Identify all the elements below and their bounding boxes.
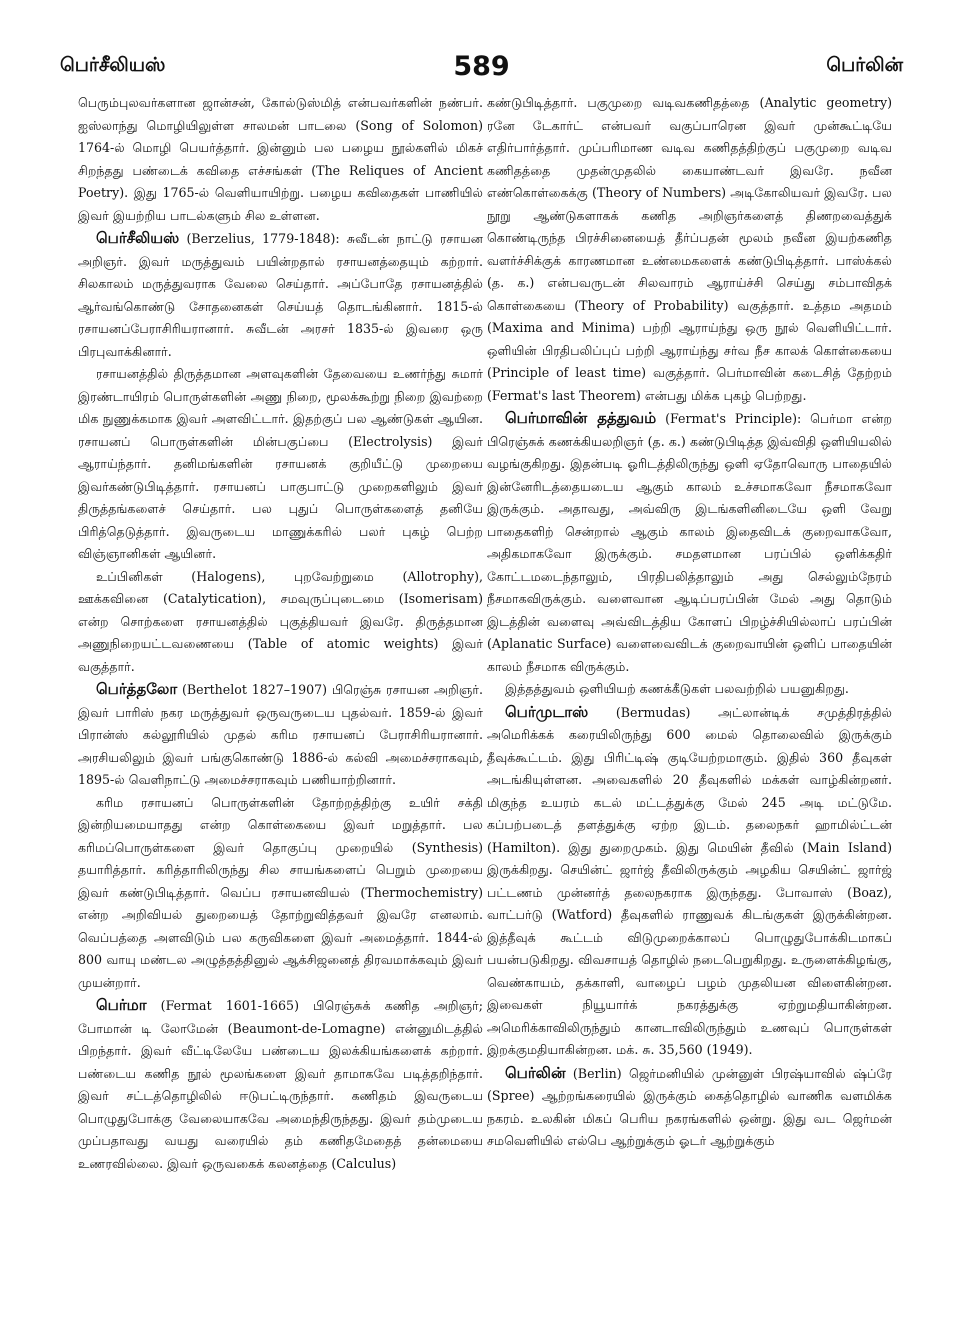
page-number: 589: [453, 50, 510, 82]
entry-text: (Berlin) ஜெர்மனியில் முன்னுள் பிரஷ்யாவில் ஷ்ப்ரே (Spree) ஆற்றங்கரையில் இருக்கும் கைத்தொழில் வாணிக வளமிக்க நகரம். உலகின் மிகப் பெரிய நகரங்களில் ஒன்று. இது வட ஜெர்மன் சமவெளியில் எல்பெ ஆற்றுக்கும் ஓடர் ஆற்றுக்கும்: [487, 1065, 892, 1148]
entry-berlin: [487, 1062, 892, 1153]
entry-text: (Bermudas) அட்லான்டிக் சமுத்திரத்தில் அமெரிக்கக் கரையிலிருந்து 600 மைல் தொலைவில் இருக்கும் தீவுக்கூட்டம். இது பிரிட்டிஷ் குடியேற்றமாகும். இதில் 360 தீவுகள் அடங்கியுள்ளன. அவைகளில் 20 தீவுகளில் மக்கள் வாழ்கின்றனர். மிகுந்த உயரம் கடல் மட்டத்துக்கு மேல் 245 அடி மட்டுமே. கப்பற்படைத் தளத்துக்கு ஏற்ற இடம். தலைநகர் ஹாமில்ட்டன் (Hamilton). இது துறைமுகம். இது மெயின் தீவில் (Main Island) இருக்கிறது. செயின்ட் ஜார்ஜ் தீவிலிருக்கும் அழகிய செயின்ட் ஜார்ஜ் பட்டணம் முன்னர்த் தலைநகராக இருந்தது. போவாஸ் (Boaz), வாட்பர்டு (Watford) தீவுகளில் ராணுவக் கிடங்குகள் இருக்கின்றன. இத்தீவுக் கூட்டம் விடுமுறைக்காலப் பொழுதுபோக்கிடமாகப் பயன்படுகிறது. விவசாயத் தொழில் நடைபெறுகிறது. உருளைக்கிழங்கு, வெண்காயம், தக்காளி, வாழைப் பழம் முதலியன விளைகின்றன. இவைகள் நியூயார்க் நகரத்துக்கு ஏற்றுமதியாகின்றன. அமெரிக்காவிலிருந்தும் கானடாவிலிருந்தும் உணவுப் பொருள்கள் இறக்குமதியாகின்றன. மக். சு. 35,560 (1949).: [487, 704, 892, 1057]
paragraph: ரசாயனத்தில் திருத்தமான அளவுகளின் தேவையை உணர்ந்து சுமார் இரண்டாயிரம் பொருள்களின் அணு நிறை, மூலக்கூற்று நிறை இவற்றை மிக நுணுக்கமாக இவர் அளவிட்டார். இதற்குப் பல ஆண்டுகள் ஆயின. ரசாயனப் பொருள்களின் மின்பகுப்பை (Electrolysis) இவர் ஆராய்ந்தார். தனிமங்களின் ரசாயனக் குறியீட்டு முறையை இவர்கண்டுபிடித்தார். ரசாயனப் பாகுபாட்டு முறைகளிலும் இவர் திருத்தங்களைச் செய்தார். பல புதுப் பொருள்களைத் தனியே பிரித்தெடுத்தார். இவருடைய மாணுக்கரில் பலர் புகழ் பெற்ற விஞ்ஞானிகள் ஆயினர்.: [78, 366, 483, 561]
paragraph: கண்டுபிடித்தார். பகுமுறை வடிவகணிதத்தை (Analytic geometry) ரனே டேகார்ட் என்பவர் வகுப்பாரென இவர் முன்கூட்டியே எதிர்பார்த்தார். முப்பரிமாண வடிவ கணிதத்திற்குப் பகுமுறை வடிவ கணிதத்தை முதன்முதலில் கையாண்டவர் இவரே. நவீன எண்கொள்கைக்கு (Theory of Numbers) அடிகோலியவர் இவரே. பல நூறு ஆண்டுகளாகக் கணித அறிஞர்களைத் திணறவைத்துக் கொண்டிருந்த பிரச்சினையைத் தீர்ப்பதன் மூலம் நவீன இயற்கணித வளர்ச்சிக்குக் காரணமான உண்மைகளைக் கண்டுபிடித்தார். பாஸ்க்கல் (த. க.) என்பவருடன் சிலவாரம் ஆராய்ச்சி செய்து சம்பாவிதக் கொள்கையை (Theory of Probability) வகுத்தார். உத்தம அதமம் (Maxima and Minima) பற்றி ஆராய்ந்து ஒரு நூல் வெளியிட்டார். ஒளியின் பிரதிபலிப்புப் பற்றி ஆராய்ந்து சர்வ நீச காலக் கொள்கையை (Principle of least time) வகுத்தார். பெர்மாவின் கடைசித் தேற்றம் (Fermat's last Theorem) என்பது மிக்க புகழ் பெற்றது.: [487, 95, 892, 403]
paragraph: உப்பினிகள் (Halogens), புறவேற்றுமை (Allotrophy), ஊக்கவினை (Catalytication), சமவுருப்புடைமை (Isomerisam) என்ற சொற்களை ரசாயனத்தில் புகுத்தியவர் இவரே. திருத்தமான அணுநிறையட்டவணையை (Table of atomic weights) இவர் வகுத்தார்.: [78, 568, 483, 674]
right-column: [487, 92, 892, 1292]
running-head-right: பெர்லின்: [826, 53, 903, 76]
paragraph: கரிம ரசாயனப் பொருள்களின் தோற்றத்திற்கு உயிர் சக்தி இன்றியமையாதது என்ற கொள்கையை இவர் மறுத்தார். பல கரிமப்பொருள்களை இவர் தொகுப்பு முறையில் (Synthesis) தயாரித்தார். கரித்தாரிலிருந்து சில சாயங்களைப் பெறும் முறையை இவர் கண்டுபிடித்தார். வெப்ப ரசாயனவியல் (Thermochemistry) என்ற அறிவியல் துறையைத் தோற்றுவித்தவர் இவரே எனலாம். வெப்பத்தை அளவிடும் பல கருவிகளை இவர் அமைத்தார். 1844-ல் 800 வாயு மண்டல அழுத்தத்தினுல் ஆக்சிஜனைத் திரவமாக்கவும் இவர் முயன்றார்.: [78, 794, 483, 990]
entry-berzelius: [78, 227, 483, 363]
entry-bermudas: [487, 701, 892, 1062]
entry-text: (Fermat 1601-1665) பிரெஞ்சுக் கணித அறிஞர்; போமான் டி லோமேன் (Beaumont-de-Lomagne) என்னுமிடத்தில் பிறந்தார். இவர் வீட்டிலேயே பண்டைய இலக்கியங்களைக் கற்றார். பண்டைய கணித நூல் மூலங்களை இவர் தாமாகவே படித்தறிந்தார். இவர் சட்டத்தொழிலில் ஈடுபட்டிருந்தார். கணிதம் இவருடைய பொழுதுபோக்கு வேலையாகவே அமைந்திருந்தது. இவர் தம்முடைய முப்பதாவது வயது வரையில் தம் கணிதமேதைத் தன்மையை உணரவில்லை. இவர் ஒருவகைக் கலனத்தை (Calculus): [78, 998, 483, 1171]
headword: பெர்மாவின் தத்துவம்: [505, 409, 657, 427]
page-header: [60, 46, 903, 86]
entry-berthelot: [78, 678, 483, 792]
entry-fermat-principle: [487, 407, 892, 678]
paragraph: பெரும்புலவர்களான ஜான்சன், கோல்டுஸ்மித் என்பவர்களின் நண்பர். ஐஸ்லாந்து மொழியிலுள்ள சாலமன் பாடலை (Song of Solomon) 1764-ல் மொழி பெயர்த்தார். இன்னும் பல பழைய நூல்களில் மிகச் சிறந்தது பண்டைக் கவிதை எச்சங்கள் (The Reliques of Ancient Poetry). இது 1765-ல் வெளியாயிற்று. பழைய கவிதைகள் பாணியில் இவர் இயற்றிய பாடல்களும் சில உள்ளன.: [78, 95, 483, 223]
headword: பெர்மா: [96, 996, 147, 1014]
entry-text: (Berthelot 1827–1907) பிரெஞ்சு ரசாயன அறிஞர். இவர் பாரிஸ் நகர மருத்துவர் ஒருவருடைய புதல்வர். 1859-ல் இவர் பிரான்ஸ் கல்லூரியில் முதல் கரிம ரசாயனப் பேராசிரியரானார். அரசியலிலும் இவர் பங்குகொண்டு 1886-ல் கல்வி அமைச்சராகவும், 1895-ல் வெளிநாட்டு அமைச்சராகவும் பணியாற்றினார்.: [78, 682, 483, 787]
entry-text: (Fermat's Principle): பெர்மா என்ற பிரெஞ்சுக் கணக்கியலறிஞர் (த. க.) கண்டுபிடித்த இவ்விதி ஒளியியலில் வழங்குகிறது. இதன்படி ஓரிடத்திலிருந்து ஒளி ஏதோவொரு பாதையில் இன்னேரிடத்தையடைய ஆகும் காலம் உச்சமாகவோ நீசமாகவோ இருக்கும். அதாவது, அவ்விரு இடங்களினிடையே ஒளி வேறு பாதைகளிற் சென்றால் ஆகும் காலம் இதைவிடக் குறைவாகவோ, அதிகமாகவோ இருக்கும். சமதளமான பரப்பில் ஒளிக்கதிர் கோட்டமடைந்தாலும், பிரதிபலித்தாலும் அது செல்லும்நேரம் நீசமாகவிருக்கும். வளைவான ஆடிப்பரப்பின் மேல் அது தொடும் இடத்தின் வளைவு அவ்விடத்திய கோளப் பிறழ்ச்சியில்லாப் பரப்பின் (Aplanatic Surface) வளைவைவிடக் குறைவாயின் ஒளிப் பாதையின் காலம் நீசமாக விருக்கும்.: [487, 411, 892, 674]
headword: பெர்சீலியஸ்: [96, 229, 180, 247]
running-head-left: பெர்சீலியஸ்: [60, 53, 166, 76]
paragraph: இத்தத்துவம் ஒளியியற் கணக்கீடுகள் பலவற்றில் பயனுகிறது.: [505, 681, 849, 696]
headword: பெர்லின்: [505, 1063, 566, 1082]
headword: பெர்முடாஸ்: [505, 702, 589, 721]
entry-text: (Berzelius, 1779-1848): சுவீடன் நாட்டு ரசாயன அறிஞர். இவர் மருத்துவம் பயின்றதால் ரசாயனத்தையும் கற்றார். சிலகாலம் மருத்துவராக வேலை செய்தார். அப்போதே ரசாயனத்தில் ஆர்வங்கொண்டு சோதனைகள் செய்யத் தொடங்கினார். 1815-ல் ரசாயனப்பேராசிரியரானார். சுவீடன் அரசர் 1835-ல் இவரை ஒரு பிரபுவாக்கினார்.: [78, 231, 483, 359]
left-column: [78, 92, 483, 1292]
entry-fermat: [78, 994, 483, 1175]
headword: பெர்த்தலோ: [96, 680, 178, 698]
